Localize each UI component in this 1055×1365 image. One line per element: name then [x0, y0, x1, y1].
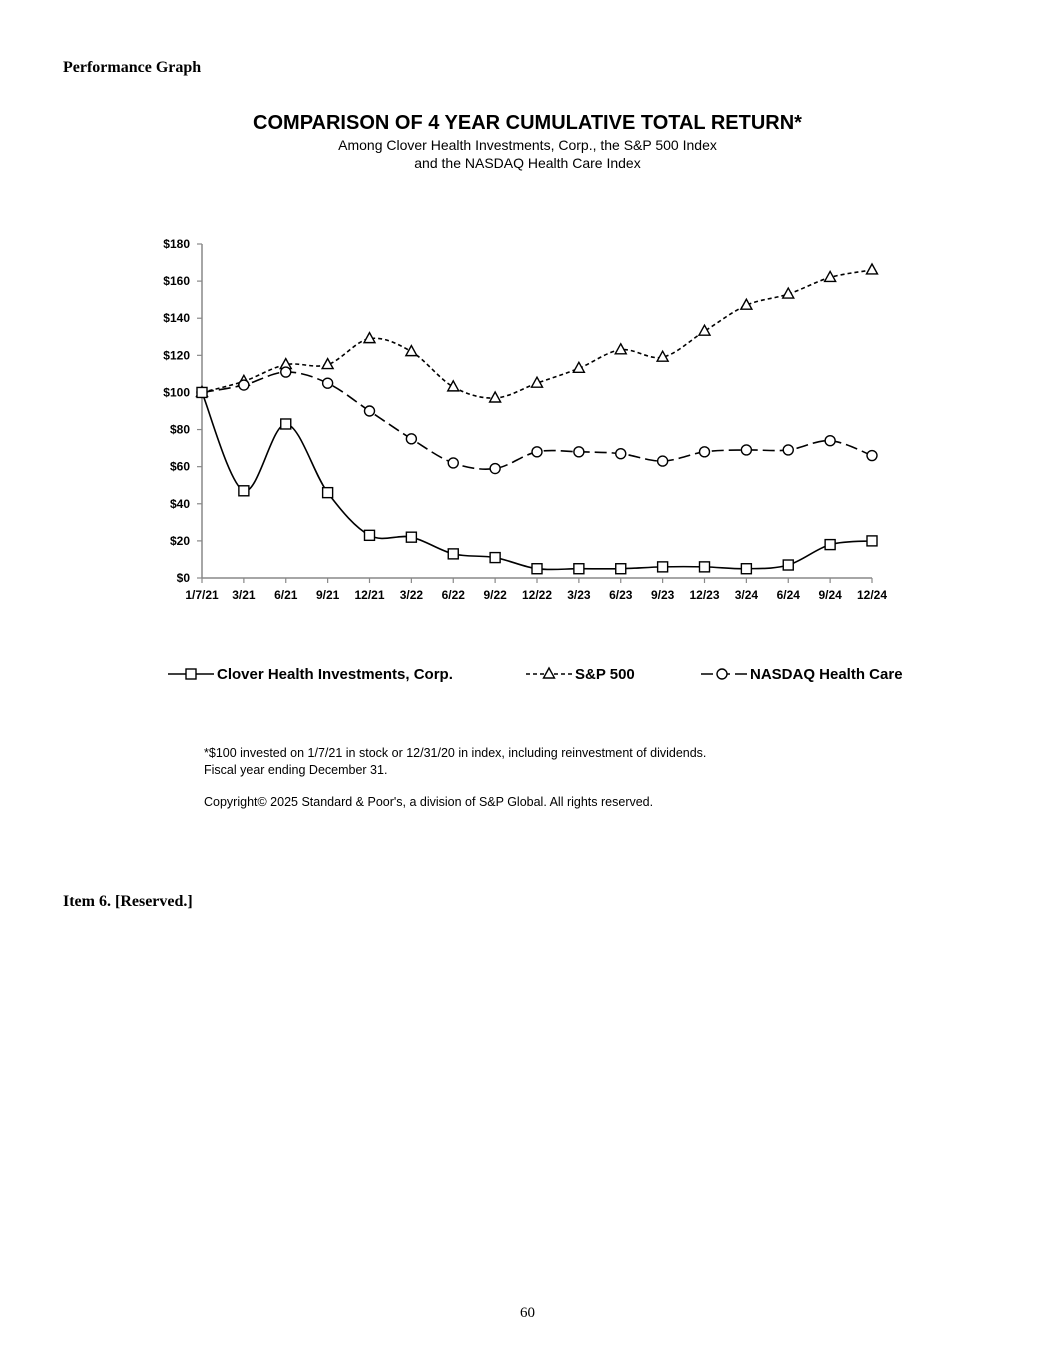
- x-tick-label: 3/22: [399, 588, 424, 602]
- marker-clover-health-investments-corp-point: [281, 419, 291, 429]
- x-tick-label: 12/22: [521, 588, 553, 602]
- marker-s-p-500-point: [699, 325, 710, 335]
- series-line-clover-health-investments-corp: [202, 392, 872, 569]
- marker-nasdaq-health-care-point: [783, 445, 793, 455]
- y-tick-label: $100: [163, 385, 190, 400]
- chart-subtitle-line-1: Among Clover Health Investments, Corp., the S&P 500 Index: [338, 137, 717, 153]
- marker-clover-health-investments-corp-point: [825, 540, 835, 550]
- marker-clover-health-investments-corp-point: [616, 564, 626, 574]
- marker-s-p-500-point: [448, 381, 459, 391]
- legend-label-sp500: S&P 500: [575, 665, 635, 683]
- marker-clover-health-investments-corp-point: [490, 553, 500, 563]
- marker-s-p-500-point: [490, 392, 501, 402]
- marker-clover-health-investments-corp-point: [658, 562, 668, 572]
- marker-clover-health-investments-corp-point: [700, 562, 710, 572]
- legend-entry-clover: [167, 664, 453, 684]
- marker-clover-health-investments-corp-point: [532, 564, 542, 574]
- x-tick-label: 6/22: [441, 588, 465, 602]
- chart-subtitle-line-2: and the NASDAQ Health Care Index: [414, 155, 641, 171]
- legend-label-nasdaq: NASDAQ Health Care: [750, 665, 903, 683]
- marker-nasdaq-health-care-point: [741, 445, 751, 455]
- marker-nasdaq-health-care-point: [867, 451, 877, 461]
- chart-legend: [0, 664, 1055, 688]
- marker-s-p-500-point: [406, 346, 417, 356]
- chart-title: COMPARISON OF 4 YEAR CUMULATIVE TOTAL RETURN*: [253, 112, 802, 134]
- y-tick-label: $180: [163, 237, 190, 251]
- marker-nasdaq-health-care-point: [574, 447, 584, 457]
- marker-clover-health-investments-corp-point: [197, 387, 207, 397]
- marker-clover-health-investments-corp-point: [239, 486, 249, 496]
- x-tick-label: 9/21: [315, 588, 340, 602]
- x-tick-label: 3/23: [567, 588, 591, 602]
- x-tick-label: 9/23: [650, 588, 675, 602]
- x-tick-label: 12/21: [354, 588, 385, 602]
- marker-nasdaq-health-care-point: [365, 406, 375, 416]
- x-tick-label: 9/22: [483, 588, 507, 602]
- performance-line-chart: [0, 0, 1055, 620]
- y-tick-label: $80: [169, 422, 190, 437]
- footnote-investment: *$100 invested on 1/7/21 in stock or 12/31/20 in index, including reinvestment of dividends.: [204, 746, 707, 760]
- item-heading: Item 6. [Reserved.]: [63, 893, 193, 910]
- y-tick-label: $20: [169, 533, 190, 548]
- marker-nasdaq-health-care-point: [658, 456, 668, 466]
- marker-s-p-500-point: [615, 344, 626, 354]
- x-tick-label: 6/24: [776, 588, 800, 602]
- y-tick-label: $40: [169, 496, 190, 511]
- legend-entry-sp500: [525, 664, 635, 684]
- marker-clover-health-investments-corp-point: [783, 560, 793, 570]
- marker-nasdaq-health-care-point: [239, 380, 249, 390]
- marker-nasdaq-health-care-point: [616, 449, 626, 459]
- marker-nasdaq-health-care-point: [490, 464, 500, 474]
- legend-swatch-circle-dashed: [700, 664, 748, 684]
- section-heading: Performance Graph: [63, 59, 202, 76]
- legend-entry-nasdaq: [700, 664, 903, 684]
- marker-clover-health-investments-corp-point: [365, 530, 375, 540]
- y-tick-label: $160: [163, 274, 190, 289]
- marker-clover-health-investments-corp-point: [574, 564, 584, 574]
- marker-clover-health-investments-corp-point: [323, 488, 333, 498]
- legend-label-clover: Clover Health Investments, Corp.: [217, 665, 453, 683]
- marker-clover-health-investments-corp-point: [406, 532, 416, 542]
- x-tick-label: 3/21: [232, 588, 256, 602]
- marker-nasdaq-health-care-point: [700, 447, 710, 457]
- x-tick-label: 6/23: [609, 588, 633, 602]
- x-tick-label: 9/24: [818, 588, 842, 602]
- marker-clover-health-investments-corp-point: [741, 564, 751, 574]
- x-tick-label: 6/21: [274, 588, 298, 602]
- x-tick-label: 12/23: [689, 588, 720, 602]
- marker-nasdaq-health-care-point: [323, 378, 333, 388]
- x-tick-label: 3/24: [734, 588, 759, 602]
- marker-nasdaq-health-care-point: [406, 434, 416, 444]
- marker-nasdaq-health-care-point: [448, 458, 458, 468]
- marker-nasdaq-health-care-point: [281, 367, 291, 377]
- footnote-copyright: Copyright© 2025 Standard & Poor's, a division of S&P Global. All rights reserved.: [204, 795, 654, 809]
- y-tick-label: $60: [169, 459, 190, 474]
- marker-nasdaq-health-care-point: [532, 447, 542, 457]
- footnote-fiscal-year: Fiscal year ending December 31.: [204, 763, 388, 777]
- legend-swatch-square-solid: [167, 664, 215, 684]
- marker-clover-health-investments-corp-point: [867, 536, 877, 546]
- y-tick-label: $120: [163, 348, 190, 363]
- page-number: 60: [520, 1305, 535, 1321]
- marker-s-p-500-point: [867, 264, 878, 274]
- y-tick-label: $0: [176, 571, 190, 585]
- x-tick-label: 12/24: [856, 588, 888, 602]
- y-tick-label: $140: [163, 311, 190, 326]
- marker-clover-health-investments-corp-point: [448, 549, 458, 559]
- marker-nasdaq-health-care-point: [825, 436, 835, 446]
- x-tick-label: 1/7/21: [185, 588, 219, 602]
- legend-swatch-triangle-dotted: [525, 664, 573, 684]
